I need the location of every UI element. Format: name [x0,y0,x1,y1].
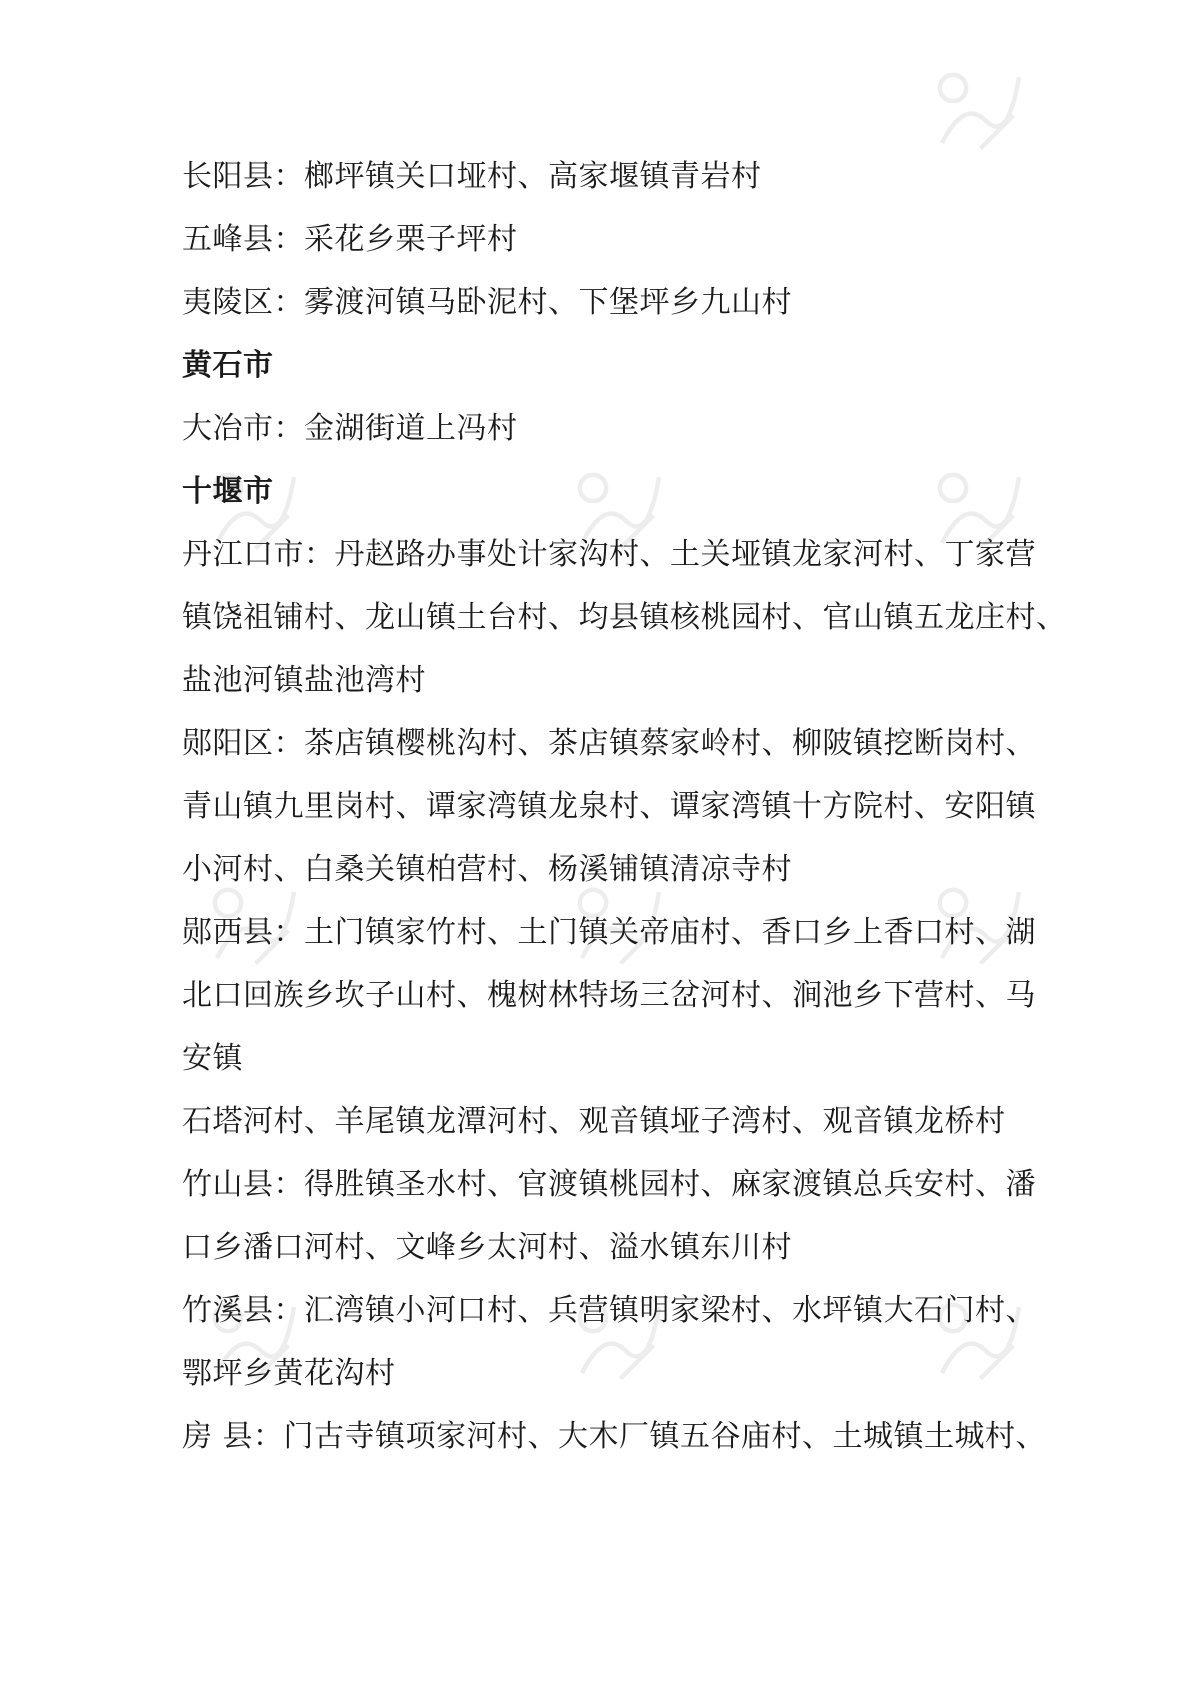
text-line: 石塔河村、羊尾镇龙潭河村、观音镇垭子湾村、观音镇龙桥村 [182,1104,1006,1139]
text-line: 盐池河镇盐池湾村 [182,663,426,698]
text-line: 青山镇九里岗村、谭家湾镇龙泉村、谭家湾镇十方院村、安阳镇 [182,789,1036,824]
text-line: 五峰县：采花乡栗子坪村 [182,222,518,257]
text-line: 竹山县：得胜镇圣水村、官渡镇桃园村、麻家渡镇总兵安村、潘 [182,1167,1036,1202]
text-line: 夷陵区：雾渡河镇马卧泥村、下堡坪乡九山村 [182,285,792,320]
text-line: 长阳县：榔坪镇关口垭村、高家堰镇青岩村 [182,159,762,194]
section-heading: 十堰市 [182,474,274,509]
text-line: 郧西县：土门镇家竹村、土门镇关帝庙村、香口乡上香口村、湖 [182,915,1036,950]
text-line: 北口回族乡坎子山村、槐树林特场三岔河村、涧池乡下营村、马 [182,978,1036,1013]
text-line: 竹溪县：汇湾镇小河口村、兵营镇明家梁村、水坪镇大石门村、 [182,1293,1036,1328]
text-line: 郧阳区：茶店镇樱桃沟村、茶店镇蔡家岭村、柳陂镇挖断岗村、 [182,726,1036,761]
section-heading: 黄石市 [182,348,274,383]
text-line: 镇饶祖铺村、龙山镇土台村、均县镇核桃园村、官山镇五龙庄村、 [182,600,1067,635]
text-line: 小河村、白桑关镇柏营村、杨溪铺镇清凉寺村 [182,852,792,887]
text-line: 大冶市：金湖街道上冯村 [182,411,518,446]
text-line: 鄂坪乡黄花沟村 [182,1356,396,1391]
document-body [182,145,1067,1468]
text-line: 安镇 [182,1041,243,1076]
text-line: 丹江口市：丹赵路办事处计家沟村、土关垭镇龙家河村、丁家营 [182,537,1036,572]
text-line: 房 县：门古寺镇项家河村、大木厂镇五谷庙村、土城镇土城村、 [182,1419,1047,1454]
text-line: 口乡潘口河村、文峰乡太河村、溢水镇东川村 [182,1230,792,1265]
